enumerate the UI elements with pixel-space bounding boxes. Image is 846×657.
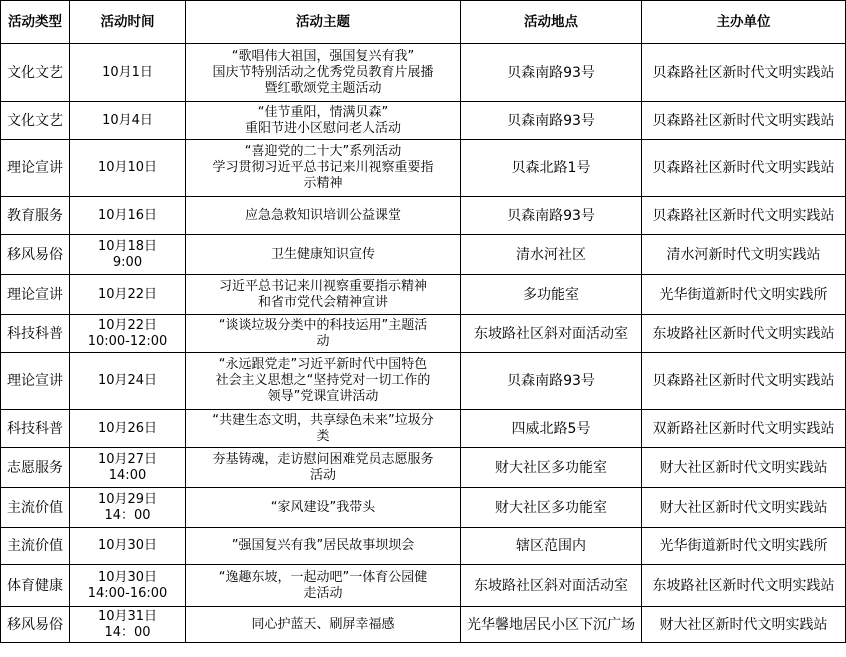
activity-place-cell: 贝森南路93号 (461, 197, 642, 235)
organizer-cell: 东坡路社区新时代文明实践站 (642, 565, 846, 607)
activity-place-cell: 贝森北路1号 (461, 140, 642, 197)
activity-time-cell (70, 565, 186, 607)
activity-place-cell: 清水河社区 (461, 235, 642, 275)
activity-type-cell: 移风易俗 (1, 235, 70, 275)
activity-time-cell (70, 102, 186, 140)
activity-time-line: 10月26日 (97, 420, 158, 436)
activity-place-cell: 贝森南路93号 (461, 102, 642, 140)
activity-theme-cell (186, 607, 461, 643)
organizer-cell: 贝森路社区新时代文明实践站 (642, 197, 846, 235)
activity-theme-cell (186, 410, 461, 448)
activity-theme-cell (186, 448, 461, 488)
activity-time-cell (70, 353, 186, 410)
activity-theme-line: 和省市党代会精神宣讲 (257, 294, 388, 310)
activity-type-cell: 理论宣讲 (1, 353, 70, 410)
activity-theme-cell (186, 235, 461, 275)
activity-time-cell (70, 140, 186, 197)
activity-time-line: 10月10日 (97, 160, 158, 175)
activity-time-cell (70, 528, 186, 565)
activity-theme-cell (186, 353, 461, 410)
activity-type-cell: 文化文艺 (1, 44, 70, 102)
organizer-cell: 贝森路社区新时代文明实践站 (642, 140, 846, 197)
organizer-cell: 贝森路社区新时代文明实践站 (642, 44, 846, 102)
activity-time-line: 10月30日 (97, 538, 158, 553)
activity-theme-line: 动 (316, 333, 330, 349)
table-row (1, 528, 846, 565)
organizer-cell: 财大社区新时代文明实践站 (642, 607, 846, 643)
activity-time-cell (70, 607, 186, 643)
activity-theme-cell (186, 102, 461, 140)
activity-type-cell: 理论宣讲 (1, 140, 70, 197)
table-row (1, 353, 846, 410)
activity-theme-line: “歌唱伟大祖国，强国复兴有我” (231, 48, 415, 64)
activity-theme-line: 走活动 (303, 585, 343, 601)
organizer-cell: 贝森路社区新时代文明实践站 (642, 102, 846, 140)
activity-theme-line: 应急急救知识培训公益课堂 (244, 207, 401, 223)
table-row (1, 235, 846, 275)
activity-theme-line: 暨红歌颂党主题活动 (264, 80, 382, 96)
activity-theme-line: 重阳节进小区慰问老人活动 (244, 120, 401, 136)
activity-time-line: 9:00 (112, 254, 143, 270)
activity-theme-line: “共建生态文明，共享绿色未来”垃圾分 (212, 412, 434, 428)
activity-time-line: 10月18日 (97, 238, 158, 254)
activity-time-line: 10月29日 (97, 491, 158, 507)
activity-theme-line: 习近平总书记来川视察重要指示精神 (218, 278, 427, 294)
organizer-cell: 东坡路社区新时代文明实践站 (642, 315, 846, 353)
activity-theme-cell (186, 44, 461, 102)
activity-time-line: 10月16日 (97, 207, 158, 223)
table-row (1, 44, 846, 102)
activity-time-line: 10月4日 (102, 112, 153, 128)
table-row (1, 565, 846, 607)
table-row (1, 410, 846, 448)
activity-theme-line: “永远跟党走”习近平新时代中国特色 (218, 357, 428, 372)
activity-time-line: 14：00 (104, 624, 151, 640)
activity-theme-cell (186, 488, 461, 528)
header-activity-theme: 活动主题 (186, 1, 461, 44)
activity-theme-cell (186, 275, 461, 315)
organizer-cell: 光华街道新时代文明实践所 (642, 275, 846, 315)
organizer-cell: 财大社区新时代文明实践站 (642, 488, 846, 528)
organizer-cell: 财大社区新时代文明实践站 (642, 448, 846, 488)
activity-theme-line: 国庆节特别活动之优秀党员教育片展播 (212, 64, 434, 80)
activity-theme-line: “逸趣东坡，一起动吧”一体育公园健 (218, 569, 428, 585)
table-row (1, 607, 846, 643)
activity-time-cell (70, 410, 186, 448)
table-header-row (1, 1, 846, 44)
header-activity-place: 活动地点 (461, 1, 642, 44)
activity-theme-cell (186, 197, 461, 235)
activity-place-cell: 辖区范围内 (461, 528, 642, 565)
table-row (1, 197, 846, 235)
activity-type-cell: 教育服务 (1, 197, 70, 235)
activity-type-cell: 主流价值 (1, 528, 70, 565)
activity-time-line: 10:00-12:00 (87, 333, 168, 349)
table-row (1, 488, 846, 528)
activity-type-cell: 理论宣讲 (1, 275, 70, 315)
activity-time-line: 14:00-16:00 (87, 585, 168, 601)
table-row (1, 275, 846, 315)
activity-type-cell: 移风易俗 (1, 607, 70, 643)
activity-place-cell: 光华馨地居民小区下沉广场 (461, 607, 642, 643)
activity-theme-line: 示精神 (303, 176, 343, 191)
activity-place-cell: 东坡路社区斜对面活动室 (461, 565, 642, 607)
activity-type-cell: 主流价值 (1, 488, 70, 528)
table-row (1, 140, 846, 197)
activity-type-cell: 文化文艺 (1, 102, 70, 140)
activity-theme-line: 学习贯彻习近平总书记来川视察重要指 (212, 160, 434, 175)
activity-theme-line: 同心护蓝天、刷屏幸福感 (251, 616, 395, 632)
activity-theme-line: 社会主义思想之“坚持党对一切工作的 (215, 373, 431, 388)
organizer-cell: 贝森路社区新时代文明实践站 (642, 353, 846, 410)
activity-time-line: 14:00 (108, 467, 147, 483)
activity-theme-line: 活动 (309, 467, 336, 483)
activity-theme-line: 类 (316, 428, 330, 444)
activity-time-cell (70, 235, 186, 275)
activity-theme-cell (186, 528, 461, 565)
activity-time-line: 10月1日 (102, 64, 153, 80)
activity-place-cell: 财大社区多功能室 (461, 488, 642, 528)
activity-time-line: 10月22日 (97, 286, 158, 302)
activity-theme-cell (186, 315, 461, 353)
activity-theme-line: “谈谈垃圾分类中的科技运用”主题活 (218, 317, 428, 333)
organizer-cell: 双新路社区新时代文明实践站 (642, 410, 846, 448)
activity-theme-line: 卫生健康知识宣传 (270, 246, 375, 262)
table-body (1, 44, 846, 643)
activity-time-line: 10月27日 (97, 451, 158, 467)
organizer-cell: 光华街道新时代文明实践所 (642, 528, 846, 565)
activity-place-cell: 东坡路社区斜对面活动室 (461, 315, 642, 353)
activity-theme-line: “家风建设”我带头 (270, 499, 376, 515)
activity-time-cell (70, 275, 186, 315)
activity-theme-cell (186, 565, 461, 607)
activity-time-cell (70, 197, 186, 235)
activity-time-cell (70, 315, 186, 353)
activity-place-cell: 多功能室 (461, 275, 642, 315)
activity-theme-line: 领导”党课宣讲活动 (267, 389, 379, 404)
activity-place-cell: 四威北路5号 (461, 410, 642, 448)
organizer-cell: 清水河新时代文明实践站 (642, 235, 846, 275)
activity-time-cell (70, 488, 186, 528)
header-activity-type: 活动类型 (1, 1, 70, 44)
header-organizer: 主办单位 (642, 1, 846, 44)
activity-time-line: 10月30日 (97, 569, 158, 585)
table-row (1, 102, 846, 140)
header-activity-time: 活动时间 (70, 1, 186, 44)
activity-theme-line: ”强国复兴有我”居民故事坝坝会 (231, 538, 415, 553)
activity-theme-line: 夯基铸魂，走访慰问困难党员志愿服务 (212, 451, 434, 467)
table-row (1, 315, 846, 353)
activity-theme-line: “佳节重阳，情满贝森” (257, 104, 389, 120)
activity-theme-cell (186, 140, 461, 197)
activity-type-cell: 科技科普 (1, 315, 70, 353)
activity-time-line: 10月24日 (97, 373, 158, 388)
activity-place-cell: 贝森南路93号 (461, 44, 642, 102)
activity-place-cell: 贝森南路93号 (461, 353, 642, 410)
activity-type-cell: 志愿服务 (1, 448, 70, 488)
table-row (1, 448, 846, 488)
activity-time-cell (70, 448, 186, 488)
activity-type-cell: 体育健康 (1, 565, 70, 607)
activity-time-cell (70, 44, 186, 102)
activity-place-cell: 财大社区多功能室 (461, 448, 642, 488)
activity-theme-line: “喜迎党的二十大”系列活动 (244, 144, 402, 159)
activity-type-cell: 科技科普 (1, 410, 70, 448)
activity-time-line: 14：00 (104, 507, 151, 523)
activity-time-line: 10月22日 (97, 317, 158, 333)
activity-time-line: 10月31日 (97, 608, 158, 624)
